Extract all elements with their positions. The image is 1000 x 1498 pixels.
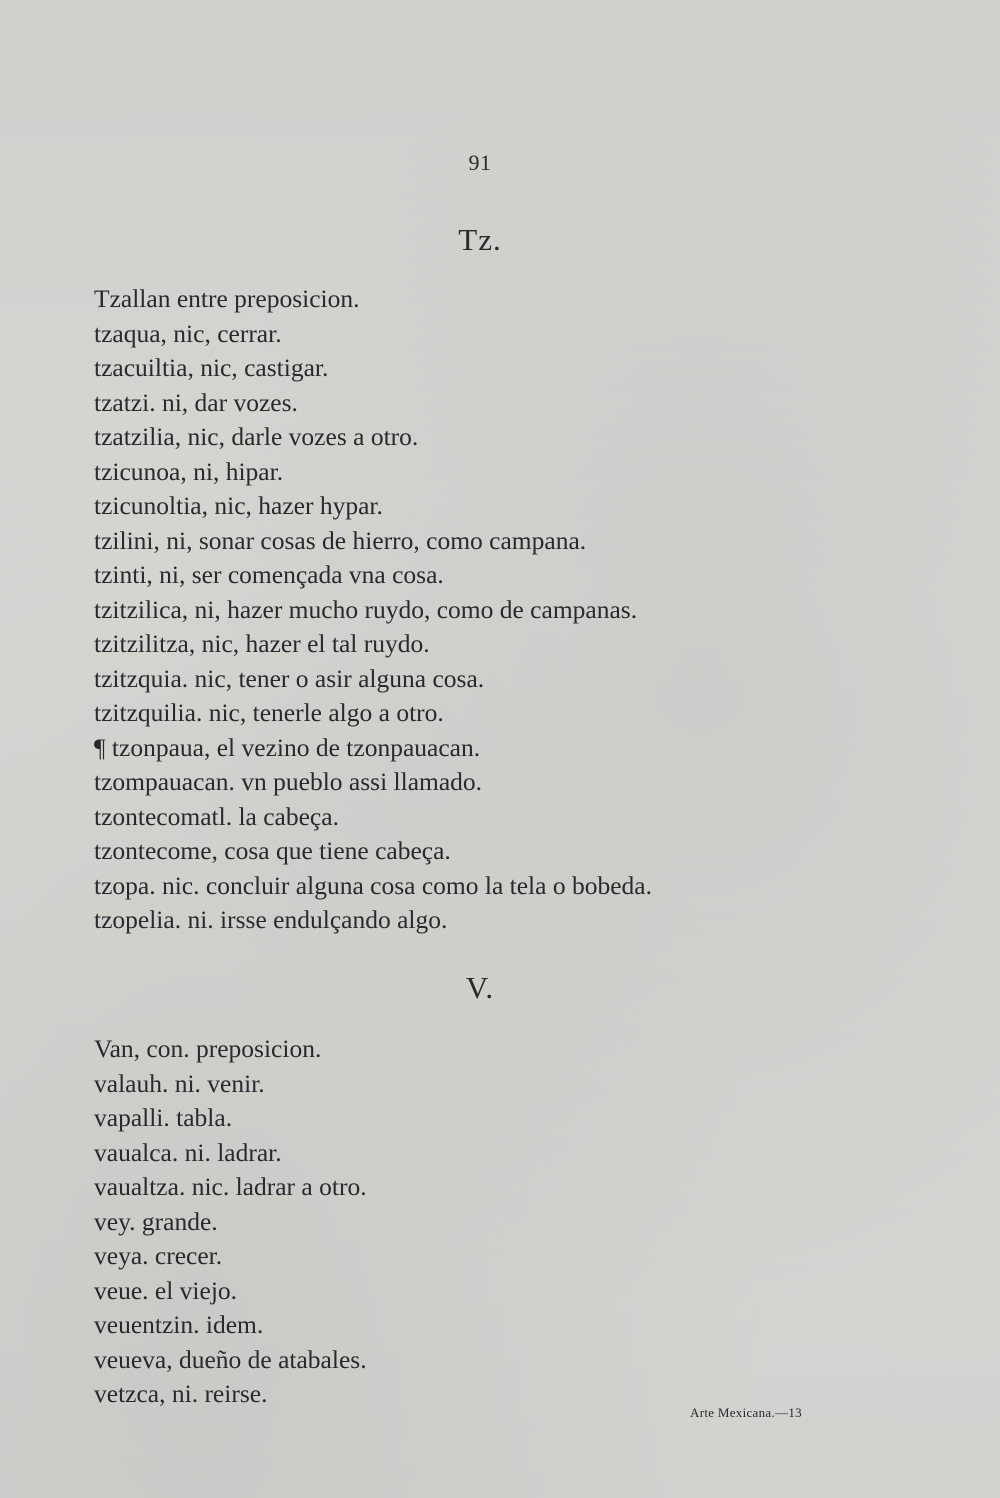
list-item: veue. el viejo. xyxy=(94,1275,238,1305)
list-item: tzacuiltia, nic, castigar. xyxy=(94,353,329,382)
list-item: tzitzquia. nic, tener o asir alguna cosa. xyxy=(94,663,485,693)
section-heading-tz: Tz. xyxy=(458,222,502,257)
list-item: veueva, dueño de atabales. xyxy=(94,1344,367,1374)
list-item: tzontecomatl. la cabeça. xyxy=(94,801,339,831)
list-item: tzompauacan. vn pueblo assi llamado. xyxy=(94,767,483,796)
entry-list-tz xyxy=(94,282,652,938)
list-item: vey. grande. xyxy=(94,1206,218,1236)
list-item: Van, con. preposicion. xyxy=(94,1034,322,1063)
list-item: tzitzilitza, nic, hazer el tal ruydo. xyxy=(94,629,430,658)
list-item: valauh. ni. venir. xyxy=(94,1068,265,1098)
list-item: ¶ tzonpaua, el vezino de tzonpauacan. xyxy=(94,732,481,762)
list-item: veuentzin. idem. xyxy=(94,1310,264,1339)
list-item: tzopa. nic. concluir alguna cosa como la tela o bobeda. xyxy=(94,870,652,900)
list-item: tzaqua, nic, cerrar. xyxy=(94,318,282,348)
list-item: vaualca. ni. ladrar. xyxy=(94,1137,282,1167)
list-item: tzopelia. ni. irsse endulçando algo. xyxy=(94,905,448,934)
list-item: tzicunoltia, nic, hazer hypar. xyxy=(94,491,383,520)
list-item: tzontecome, cosa que tiene cabeça. xyxy=(94,836,451,865)
list-item: tzitzquilia. nic, tenerle algo a otro. xyxy=(94,698,444,727)
list-item: vaualtza. nic. ladrar a otro. xyxy=(94,1172,367,1201)
list-item: tzatzi. ni, dar vozes. xyxy=(94,387,298,417)
list-item: vapalli. tabla. xyxy=(94,1103,233,1132)
list-item: tzinti, ni, ser començada vna cosa. xyxy=(94,560,444,589)
entry-list-v xyxy=(94,1032,367,1412)
footer-signature: Arte Mexicana.—13 xyxy=(690,1405,802,1420)
list-item: tzilini, ni, sonar cosas de hierro, como campana. xyxy=(94,525,587,555)
page-number: 91 xyxy=(468,150,492,175)
list-item: veya. crecer. xyxy=(94,1241,223,1270)
list-item: tzitzilica, ni, hazer mucho ruydo, como de campanas. xyxy=(94,594,638,624)
list-item: vetzca, ni. reirse. xyxy=(94,1379,268,1408)
list-item: tzicunoa, ni, hipar. xyxy=(94,456,284,486)
list-item: tzatzilia, nic, darle vozes a otro. xyxy=(94,422,419,451)
section-heading-v: V. xyxy=(465,970,495,1005)
list-item: Tzallan entre preposicion. xyxy=(94,284,360,313)
